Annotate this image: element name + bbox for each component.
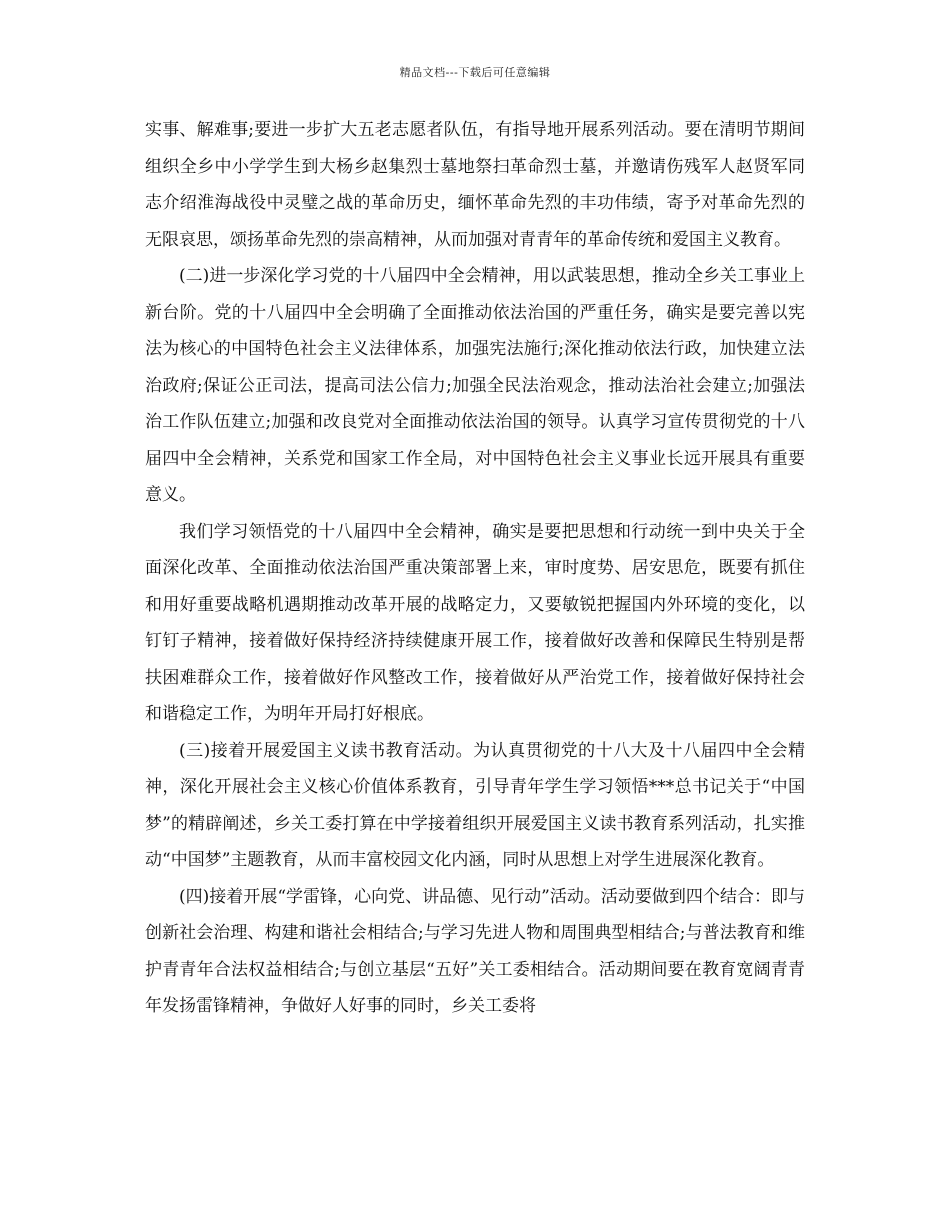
paragraph-5: (四)接着开展“学雷锋，心向党、讲品德、见行动”活动。活动要做到四个结合：即与创新社会治理、构建和谐社会相结合;与学习先进人物和周围典型相结合;与普法教育和维护青青年合法权益相结合;与创立基层“五好”关工委相结合。活动期间要在教育宽阔青青年发扬雷锋精神，争做好人好事的同时，乡关工委将 [145,886,805,1016]
page-header: 精品文档---下载后可任意编辑 [399,66,551,79]
paragraph-3: 我们学习领悟党的十八届四中全会精神，确实是要把思想和行动统一到中央关于全面深化改革、全面推动依法治国严重决策部署上来，审时度势、居安思危，既要有抓住和用好重要战略机遇期推动改革开展的战略定力，又要敏锐把握国内外环境的变化，以钉钉子精神，接着做好保持经济持续健康开展工作，接着做好改善和保障民生特别是帮扶困难群众工作，接着做好作风整改工作，接着做好从严治党工作，接着做好保持社会和谐稳定工作，为明年开局打好根底。 [145,521,805,724]
document-body [145,112,805,1025]
paragraph-1: 实事、解难事;要进一步扩大五老志愿者队伍，有指导地开展系列活动。要在清明节期间组织全乡中小学学生到大杨乡赵集烈士墓地祭扫革命烈士墓，并邀请伤残军人赵贤军同志介绍淮海战役中灵璧之战的革命历史，缅怀革命先烈的丰功伟绩，寄予对革命先烈的无限哀思，颂扬革命先烈的崇高精神，从而加强对青青年的革命传统和爱国主义教育。 [145,120,805,250]
paragraph-4: (三)接着开展爱国主义读书教育活动。为认真贯彻党的十八大及十八届四中全会精神，深化开展社会主义核心价值体系教育，引导青年学生学习领悟***总书记关于“中国梦”的精辟阐述，乡关工委打算在中学接着组织开展爱国主义读书教育系列活动，扎实推动“中国梦”主题教育，从而丰富校园文化内涵，同时从思想上对学生进展深化教育。 [145,740,805,870]
paragraph-2: (二)进一步深化学习党的十八届四中全会精神，用以武装思想，推动全乡关工事业上新台阶。党的十八届四中全会明确了全面推动依法治国的严重任务，确实是要完善以宪法为核心的中国特色社会主义法律体系，加强宪法施行;深化推动依法行政，加快建立法治政府;保证公正司法，提高司法公信力;加强全民法治观念，推动法治社会建立;加强法治工作队伍建立;加强和改良党对全面推动依法治国的领导。认真学习宣传贯彻党的十八届四中全会精神，关系党和国家工作全局，对中国特色社会主义事业长远开展具有重要意义。 [145,266,805,505]
